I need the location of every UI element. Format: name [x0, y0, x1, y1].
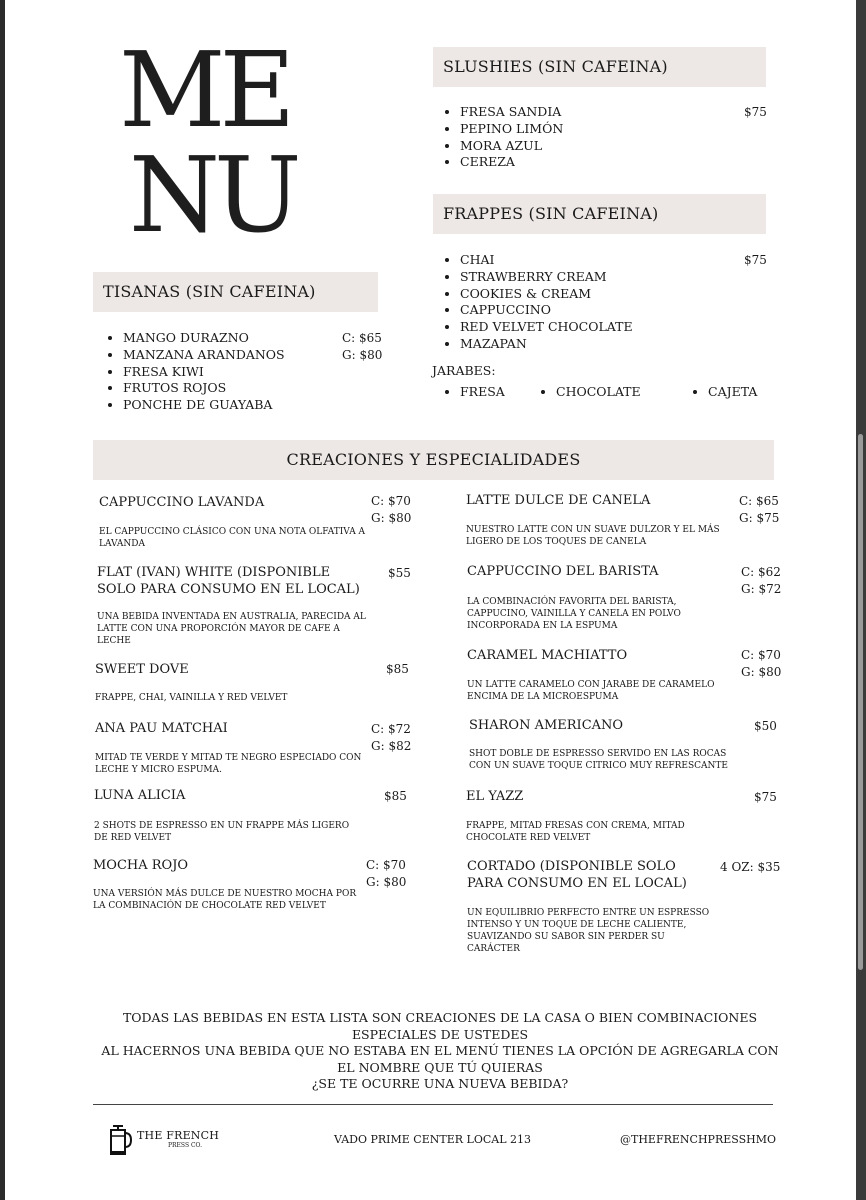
footer-note-1: TODAS LAS BEBIDAS EN ESTA LISTA SON CREACIONES DE LA CASA O BIEN COMBINACIONES ESPECIALES DE USTEDES [122, 1010, 758, 1042]
item-name: CAPPUCCINO DEL BARISTA [467, 564, 659, 579]
frappes-header: FRAPPES (SIN CAFEINA) [443, 204, 659, 223]
footer-note-2: AL HACERNOS UNA BEBIDA QUE NO ESTABA EN EL MENÚ TIENES LA OPCIÓN DE AGREGARLA CON EL NOMBRE QUE TÚ QUIERAS [101, 1043, 779, 1075]
item-name: CAPPUCCINO LAVANDA [99, 495, 265, 510]
item-price: 4 OZ: $35 [720, 860, 781, 874]
list-item: • FRUTOS ROJOS [123, 380, 343, 397]
list-item: • COOKIES & CREAM [460, 286, 700, 303]
item-price: $85 [386, 662, 409, 676]
item-description: FRAPPE, CHAI, VAINILLA Y RED VELVET [95, 693, 288, 703]
item-price: $75 [754, 790, 777, 804]
item-name: CORTADO (DISPONIBLE SOLO PARA CONSUMO EN EL LOCAL) [467, 859, 687, 891]
slushies-header: SLUSHIES (SIN CAFEINA) [443, 57, 668, 76]
item-name: LATTE DULCE DE CANELA [466, 493, 651, 508]
item-price: C: $70 [366, 858, 406, 872]
item-price: C: $62 [741, 565, 781, 579]
slushies-header-band [433, 47, 766, 87]
item-description: EL CAPPUCCINO CLÁSICO CON UNA NOTA OLFATIVA A LAVANDA [99, 527, 366, 549]
list-item: • PONCHE DE GUAYABA [123, 397, 343, 414]
list-item: • MANGO DURAZNO [123, 330, 343, 347]
tisanas-price-c: C: $65 [342, 331, 382, 345]
footer-divider [93, 1104, 773, 1105]
tisanas-price-g: G: $80 [342, 348, 383, 362]
brand-name: THE FRENCH [137, 1129, 220, 1142]
jarabes-label: JARABES: [432, 363, 496, 378]
jarabe-chocolate: • CHOCOLATE [534, 384, 641, 401]
frappes-header-band [433, 194, 766, 234]
scrollbar-thumb[interactable] [858, 434, 863, 970]
brand-subname: PRESS CO. [168, 1142, 203, 1149]
item-description: SHOT DOBLE DE ESPRESSO SERVIDO EN LAS ROCAS CON UN SUAVE TOQUE CITRICO MUY REFRESCANTE [469, 749, 728, 771]
item-description: NUESTRO LATTE CON UN SUAVE DULZOR Y EL MÁS LIGERO DE LOS TOQUES DE CANELA [466, 525, 720, 547]
scrollbar[interactable] [856, 0, 866, 1200]
item-description: FRAPPE, MITAD FRESAS CON CREMA, MITAD CHOCOLATE RED VELVET [466, 821, 685, 843]
item-price: C: $70 [741, 648, 781, 662]
item-price: C: $65 [739, 494, 779, 508]
list-item: • CAPPUCCINO [460, 302, 700, 319]
slushies-price: $75 [744, 105, 767, 119]
list-item: • MORA AZUL [460, 138, 680, 155]
list-item: • FRESA SANDIA [460, 104, 680, 121]
item-name: SWEET DOVE [95, 662, 189, 677]
item-price: G: $82 [371, 739, 412, 753]
list-item: • CHAI [460, 252, 700, 269]
item-price: G: $80 [366, 875, 407, 889]
item-price: $50 [754, 719, 777, 733]
item-description: UNA VERSIÓN MÁS DULCE DE NUESTRO MOCHA POR LA COMBINACIÓN DE CHOCOLATE RED VELVET [93, 889, 357, 911]
french-press-icon [107, 1124, 133, 1156]
item-name: ANA PAU MATCHAI [95, 721, 228, 736]
item-name: EL YAZZ [466, 789, 524, 804]
list-item: • PEPINO LIMÓN [460, 121, 680, 138]
item-price: G: $72 [741, 582, 782, 596]
item-name: LUNA ALICIA [94, 788, 186, 803]
item-description: LA COMBINACIÓN FAVORITA DEL BARISTA, CAPPUCINO, VAINILLA Y CANELA EN POLVO INCORPORADA EN LA ESPUMA [467, 597, 681, 631]
slushies-list [438, 104, 680, 171]
list-item: • MANZANA ARANDANOS [123, 347, 343, 364]
list-item: • FRESA KIWI [123, 364, 343, 381]
footer-handle: @THEFRENCHPRESSHMO [620, 1133, 777, 1146]
item-name: FLAT (IVAN) WHITE (DISPONIBLE SOLO PARA CONSUMO EN EL LOCAL) [97, 565, 360, 597]
item-price: $85 [384, 789, 407, 803]
list-item: • CEREZA [460, 154, 680, 171]
tisanas-header-band [93, 272, 378, 312]
creaciones-header: CREACIONES Y ESPECIALIDADES [286, 450, 581, 469]
frappes-price: $75 [744, 253, 767, 267]
tisanas-list [101, 330, 343, 414]
menu-title-line2: NU [129, 134, 296, 256]
item-price: G: $80 [741, 665, 782, 679]
item-description: UN EQUILIBRIO PERFECTO ENTRE UN ESPRESSO INTENSO Y UN TOQUE DE LECHE CALIENTE, SUAVIZANDO SU SABOR SIN PERDER SU CARÁCTER [467, 908, 710, 954]
item-description: 2 SHOTS DE ESPRESSO EN UN FRAPPE MÁS LIGERO DE RED VELVET [94, 821, 350, 843]
creaciones-header-band [93, 440, 774, 480]
item-price: G: $80 [371, 511, 412, 525]
menu-page [5, 0, 856, 1200]
item-description: UN LATTE CARAMELO CON JARABE DE CARAMELO ENCIMA DE LA MICROESPUMA [467, 680, 715, 702]
item-name: MOCHA ROJO [93, 858, 189, 873]
footer-address: VADO PRIME CENTER LOCAL 213 [334, 1133, 531, 1146]
item-price: C: $70 [371, 494, 411, 508]
menu-title-line1: ME [119, 29, 290, 151]
item-description: UNA BEBIDA INVENTADA EN AUSTRALIA, PARECIDA AL LATTE CON UNA PROPORCIÓN MAYOR DE CAFE A LECHE [97, 612, 366, 646]
item-name: SHARON AMERICANO [469, 718, 624, 733]
item-price: G: $75 [739, 511, 780, 525]
tisanas-header: TISANAS (SIN CAFEINA) [103, 282, 316, 301]
jarabe-fresa: • FRESA [438, 384, 505, 401]
list-item: • MAZAPAN [460, 336, 700, 353]
jarabe-cajeta: • CAJETA [686, 384, 757, 401]
item-price: $55 [388, 566, 411, 580]
footer-note-3: ¿SE TE OCURRE UNA NUEVA BEBIDA? [311, 1076, 569, 1091]
list-item: • STRAWBERRY CREAM [460, 269, 700, 286]
frappes-list [438, 252, 700, 353]
item-name: CARAMEL MACHIATTO [467, 648, 628, 663]
list-item: • RED VELVET CHOCOLATE [460, 319, 700, 336]
item-description: MITAD TE VERDE Y MITAD TE NEGRO ESPECIADO CON LECHE Y MICRO ESPUMA. [95, 753, 362, 775]
item-price: C: $72 [371, 722, 411, 736]
